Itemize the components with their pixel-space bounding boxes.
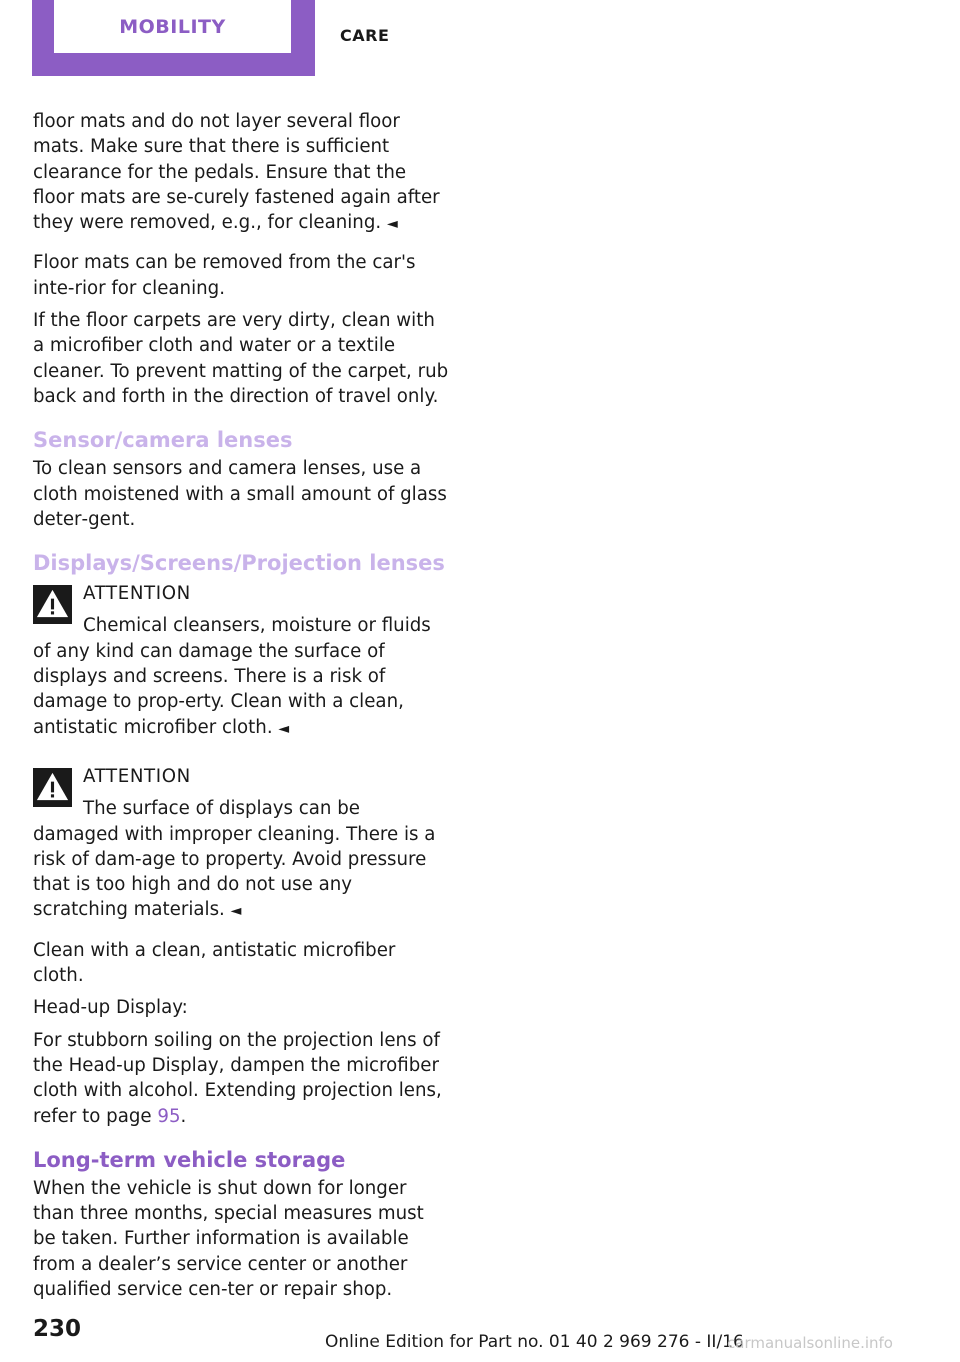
paragraph-storage: When the vehicle is shut down for longer than three months, special measures must be taken. Further information is available from a dealer’s service center or another qualified service cen‐ter or repair shop. [33, 1177, 424, 1300]
warning-triangle-icon [33, 585, 72, 624]
warning-block-surface [33, 764, 451, 925]
paragraph-clean: Clean with a clean, antistatic microfiber cloth. [33, 939, 396, 987]
warning-title: ATTENTION [83, 765, 191, 787]
heading-sensor-lenses: Sensor/camera lenses [33, 428, 293, 453]
warning-text: The surface of displays can be damaged with improper cleaning. There is a risk of dam‐age to property. Avoid pressure that is too high and do not use any scratching materials. ◄ [33, 798, 436, 921]
paragraph-carpets: If the floor carpets are very dirty, clean with a microfiber cloth and water or a textile cleaner. To prevent matting of the carpet, rub back and forth in the direction of travel only. [33, 310, 449, 407]
page-content [33, 109, 451, 1315]
end-mark: ◄ [230, 903, 242, 920]
page-link-95[interactable]: 95 [157, 1105, 181, 1127]
mobility-tab-label: MOBILITY [54, 0, 291, 53]
end-mark: ◄ [278, 720, 290, 737]
warning-block-chemicals [33, 581, 451, 742]
watermark: carmanualsonline.info [727, 1334, 893, 1352]
paragraph-sensor-lenses: To clean sensors and camera lenses, use a cloth moistened with a small amount of glass deter‐gent. [33, 458, 447, 530]
warning-triangle-icon [33, 768, 72, 807]
warning-text: Chemical cleansers, moisture or fluids of any kind can damage the surface of displays and screens. There is a risk of damage to prop‐erty. Clean with a clean, antistatic microfiber cloth. ◄ [33, 615, 431, 738]
care-section-label: CARE [340, 26, 390, 45]
end-mark: ◄ [386, 216, 398, 233]
paragraph-hud-label: Head-up Display: [33, 997, 188, 1019]
heading-long-term-storage: Long-term vehicle storage [33, 1147, 346, 1172]
mobility-tab[interactable] [32, 0, 315, 76]
heading-displays: Displays/Screens/Projection lenses [33, 551, 445, 576]
paragraph-hud: For stubborn soiling on the projection lens of the Head-up Display, dampen the microfiber cloth with alcohol. Extending projection lens, refer to page 95. [33, 1029, 442, 1127]
page-number: 230 [33, 1316, 82, 1342]
paragraph-floor-mats: floor mats and do not layer several floor mats. Make sure that there is sufficient clearance for the pedals. Ensure that the floor mats are se‐curely fastened again after they were removed, e.g., for cleaning. ◄ [33, 111, 440, 234]
warning-title: ATTENTION [83, 583, 191, 605]
edition-footer: Online Edition for Part no. 01 40 2 969 276 - II/16 [325, 1332, 744, 1352]
paragraph-mats-removal: Floor mats can be removed from the car's inte‐rior for cleaning. [33, 252, 416, 299]
